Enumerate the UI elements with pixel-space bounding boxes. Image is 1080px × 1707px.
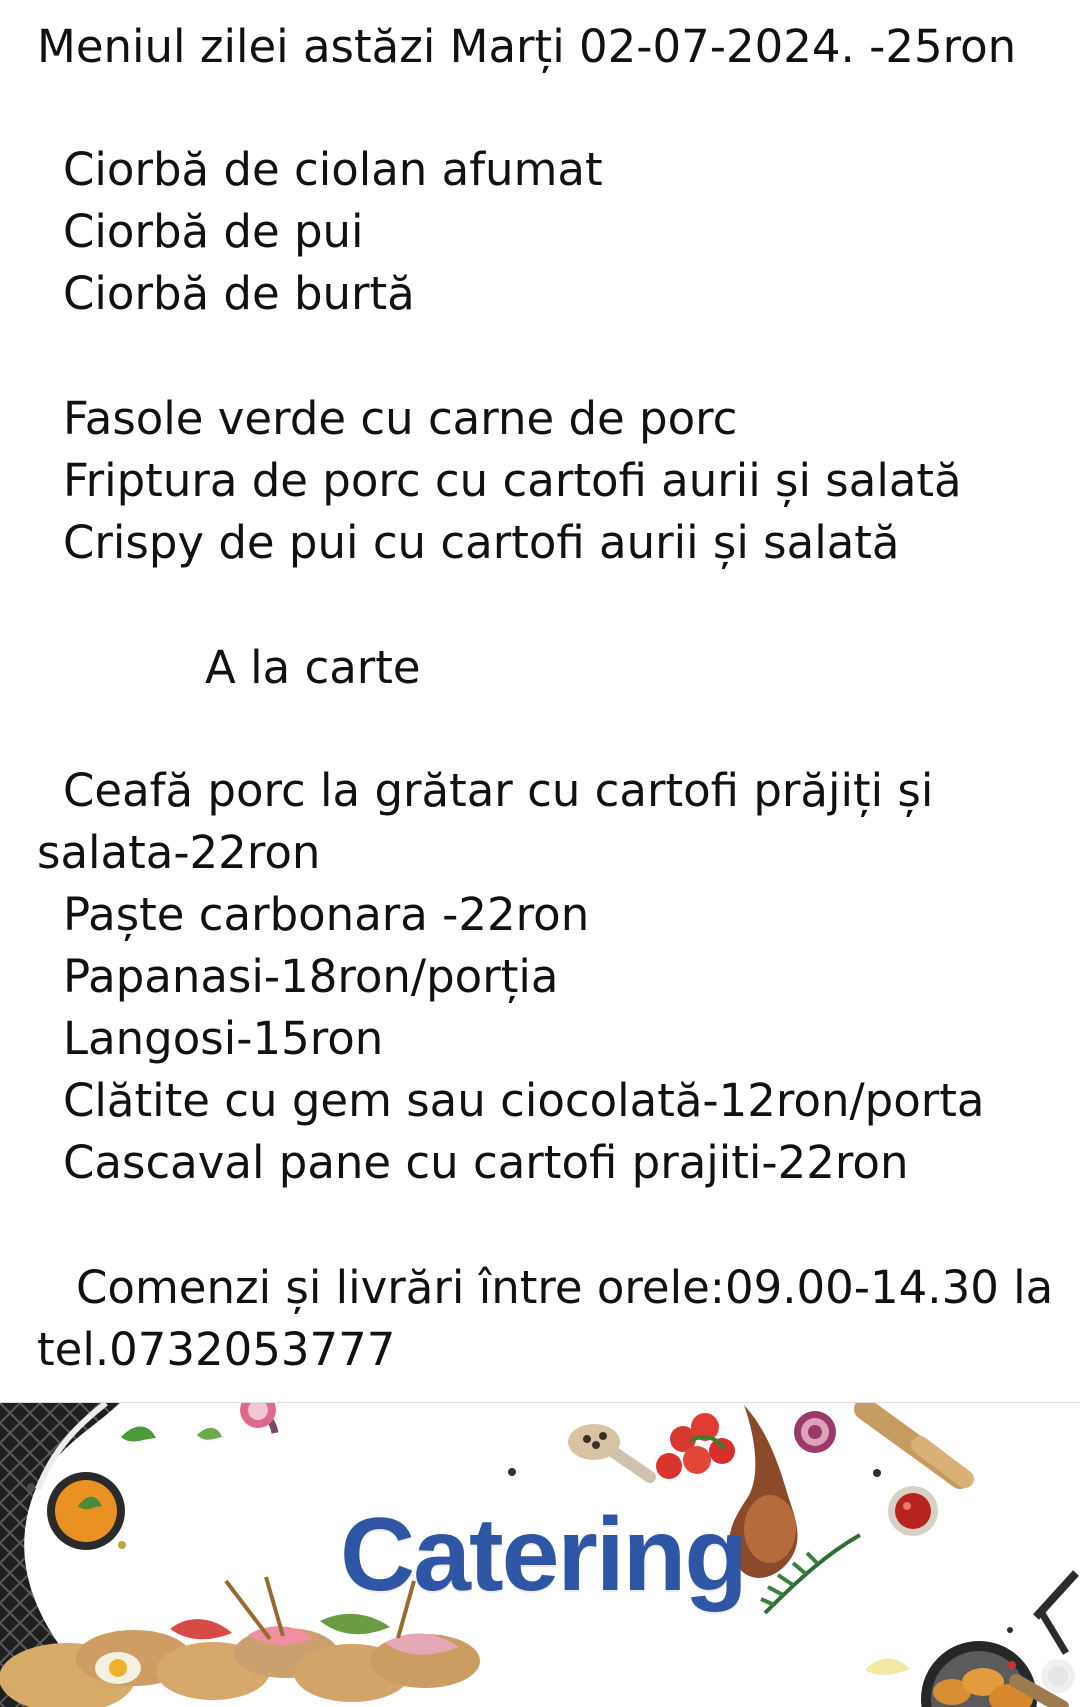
soup-item: Ciorbă de burtă (63, 267, 415, 320)
a-la-carte-item: Clătite cu gem sau ciocolată-12ron/porta (63, 1074, 985, 1127)
a-la-carte-item: Langosi-15ron (63, 1012, 384, 1065)
a-la-carte-item: Ceafă porc la grătar cu cartofi prăjiți și (63, 764, 934, 817)
orders-phone: tel.0732053777 (37, 1323, 396, 1376)
soup-item: Ciorbă de pui (63, 205, 364, 258)
main-item: Fasole verde cu carne de porc (63, 392, 738, 445)
catering-logo: Catering (340, 1497, 746, 1613)
a-la-carte-item: salata-22ron (37, 826, 321, 879)
a-la-carte-item: Papanasi-18ron/porția (63, 950, 559, 1003)
a-la-carte-item: Paște carbonara -22ron (63, 888, 590, 941)
catering-banner (0, 1403, 1080, 1707)
orders-line: Comenzi și livrări între orele:09.00-14.30 la (76, 1261, 1054, 1314)
a-la-carte-item: Cascaval pane cu cartofi prajiti-22ron (63, 1136, 909, 1189)
soup-item: Ciorbă de ciolan afumat (63, 143, 603, 196)
main-item: Friptura de porc cu cartofi aurii și salată (63, 454, 962, 507)
a-la-carte-heading: A la carte (205, 641, 421, 694)
menu-title: Meniul zilei astăzi Marți 02-07-2024. -25ron (37, 20, 1017, 73)
main-item: Crispy de pui cu cartofi aurii și salată (63, 516, 900, 569)
